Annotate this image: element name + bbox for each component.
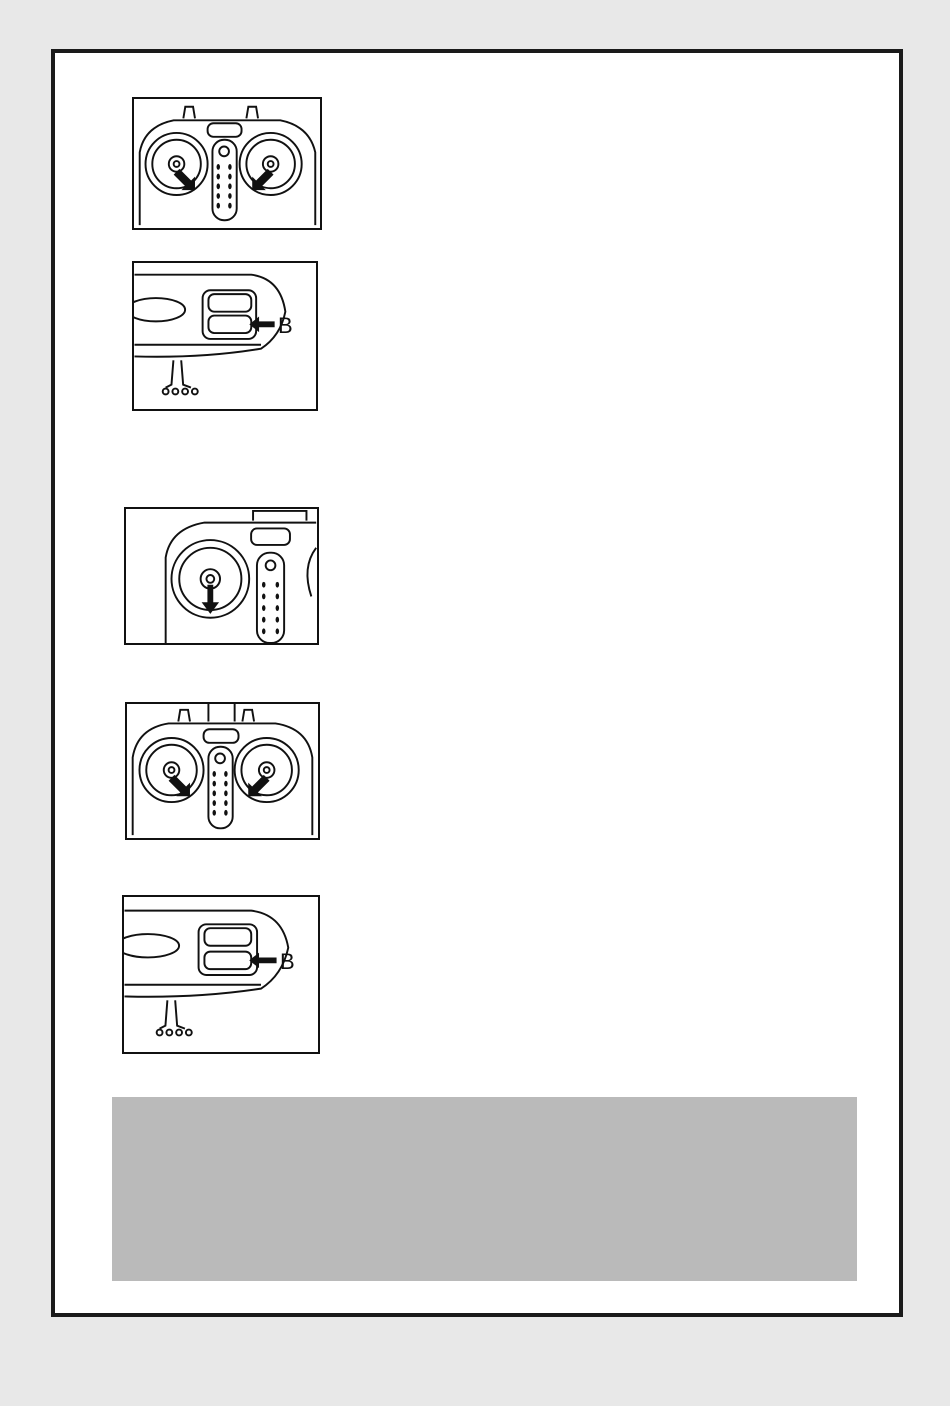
controller-figure-1 <box>132 97 322 230</box>
notice-box <box>112 1097 857 1281</box>
drone-figure-2 <box>122 895 320 1054</box>
controller-illustration <box>127 704 318 838</box>
b-label: B <box>278 313 293 338</box>
drone-illustration <box>124 897 318 1052</box>
manual-page <box>51 49 903 1317</box>
drone-figure-1 <box>132 261 318 411</box>
controller-figure-3 <box>125 702 320 840</box>
controller-illustration <box>134 99 320 228</box>
controller-figure-2 <box>124 507 319 645</box>
b-label: B <box>280 949 295 974</box>
controller-illustration <box>126 509 317 643</box>
